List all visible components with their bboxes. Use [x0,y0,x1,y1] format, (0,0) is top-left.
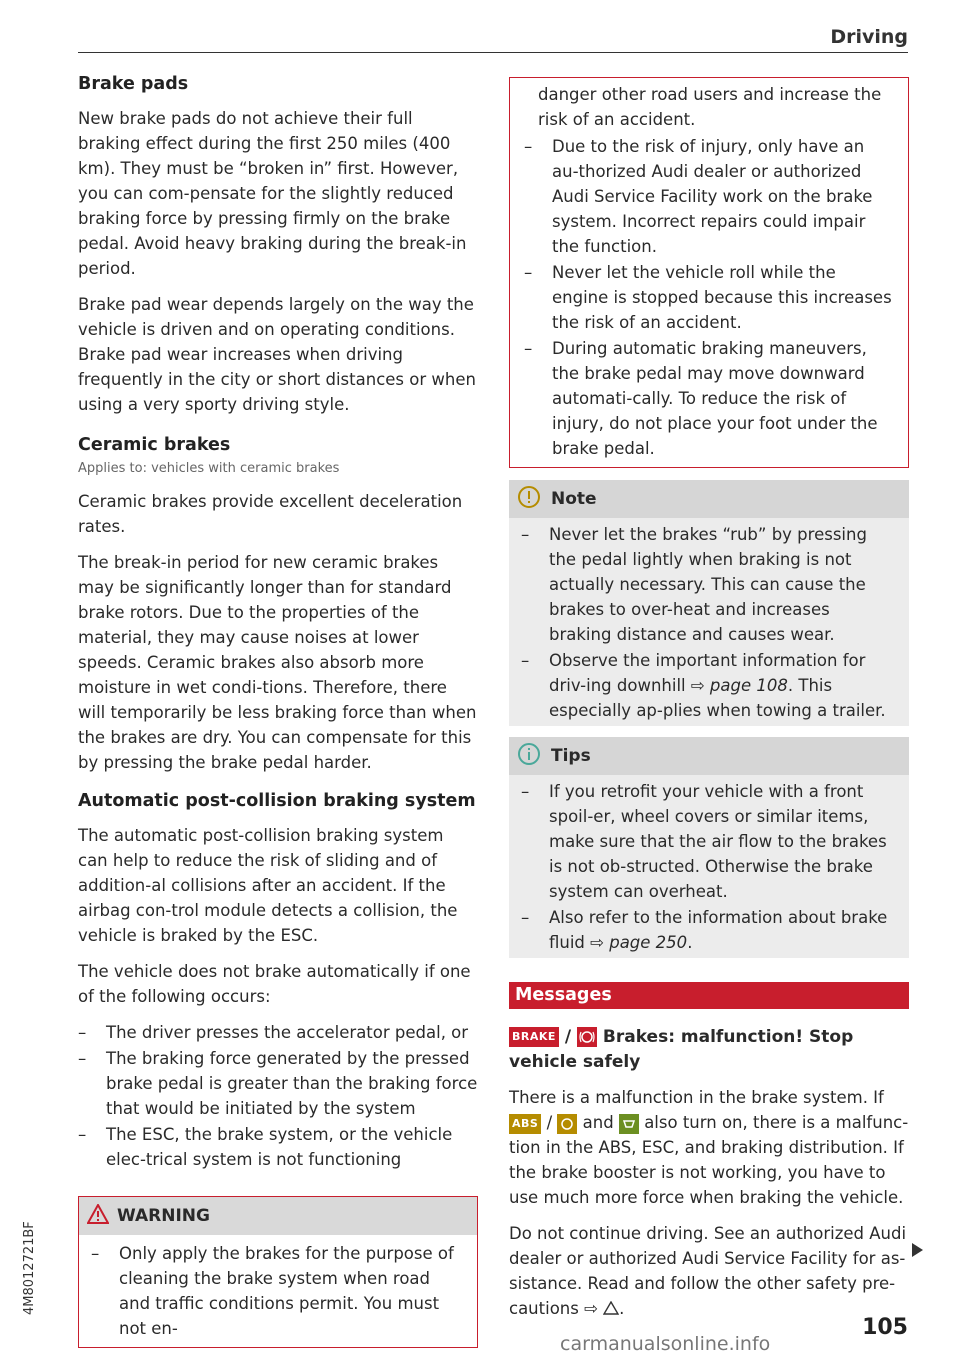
brake-pads-paragraph-1: New brake pads do not achieve their full braking effect during the first 250 miles (400 km). They must be “broken in” first. However, you can com-pensate for the slightly reduced braking force by pressing firmly on the brake pedal. Avoid heavy braking during the break-in period. [78,109,467,278]
post-collision-heading: Automatic post-collision braking system [78,791,476,811]
list-item: – Never let the vehicle roll while the engine is stopped because this increases the risk of an accident. [524,260,894,335]
note-body [509,518,909,726]
note-box [509,480,909,726]
note-header [509,480,909,518]
title-separator: / [564,1027,572,1047]
header-divider [78,52,908,53]
warning-continuation-list [524,134,894,461]
post-collision-paragraph-1: The automatic post-collision braking system can help to reduce the risk of sliding and of addition-al collisions after an accident. If the airbag con-trol module detects a collision, the vehicle is braked by the ESC. [78,826,458,945]
post-collision-list [78,1020,478,1172]
page-number: 105 [862,1315,908,1340]
warning-box [78,1196,478,1348]
tips-title: Tips [551,746,591,766]
info-circle-icon [517,742,541,771]
tips-list [521,779,897,955]
page-header-title: Driving [830,26,908,48]
brake-malfunction-paragraph-1 [509,1085,909,1210]
warning-reference-link[interactable] [584,1299,619,1318]
note-item-2-text: Observe the important information for driv-ing downhill [549,651,866,695]
title-text: Brakes: malfunction! Stop vehicle safely [509,1027,854,1072]
watermark: carmanualsonline.info [560,1333,771,1355]
para-and: and [582,1113,614,1132]
warning-title: WARNING [117,1206,210,1226]
tips-box [509,737,909,958]
warning-continuation-lead: danger other road users and increase the risk of an accident. [538,85,882,129]
post-collision-paragraph-2: The vehicle does not brake automatically if one of the following occurs: [78,962,471,1006]
note-item-2-tail: . This especially ap-plies when towing a trailer. [549,676,886,720]
list-item [521,905,897,955]
list-item: – The driver presses the accelerator pedal, or [78,1020,478,1045]
warning-body [79,1235,477,1347]
para-text-a: There is a malfunction in the brake system. If [509,1088,884,1107]
left-column [78,72,478,1348]
warning-triangle-icon [87,1204,109,1229]
warning-header [79,1197,477,1235]
list-item: – Due to the risk of injury, only have an au-thorized Audi dealer or authorized Audi Service Facility work on the brake system. Incorrect repairs could impair the function. [524,134,894,259]
para-text-b: also turn on, there is a malfunc-tion in the ABS, ESC, and braking distribution. If the brake booster is not working, you have to use much more force when braking the vehicle. [509,1113,909,1207]
ceramic-brakes-heading: Ceramic brakes [78,435,231,455]
para-2-tail: . [619,1299,625,1318]
brake-pads-paragraph-2: Brake pad wear depends largely on the way the vehicle is driven and on operating conditions. Brake pad wear increases when driving frequently in the city or short distances or when using a very sporty driving style. [78,295,476,414]
continue-arrow-icon [912,1243,923,1257]
list-item: – During automatic braking maneuvers, the brake pedal may move downward automati-cally. To reduce the risk of injury, do not place your foot under the brake pedal. [524,336,894,461]
note-title: Note [551,489,597,509]
list-item [521,648,897,723]
brake-malfunction-paragraph-2 [509,1221,909,1321]
list-item: – Only apply the brakes for the purpose of cleaning the brake system when road and traffic conditions permit. You must not en- [91,1241,465,1341]
list-item: – The braking force generated by the pressed brake pedal is greater than the braking force that would be initiated by the system [78,1046,478,1121]
icon-separator: / [546,1113,553,1132]
brake-circle-icon [577,1027,597,1047]
ceramic-paragraph-1: Ceramic brakes provide excellent deceleration rates. [78,492,463,536]
para-2-text: Do not continue driving. See an authorized Audi dealer or authorized Audi Service Facility for as-sistance. Read and follow the other safety pre-cautions [509,1224,907,1318]
ceramic-applies-note: Applies to: vehicles with ceramic brakes [78,461,340,476]
tips-item-2-tail: . [687,933,693,952]
tips-body [509,775,909,958]
document-code: 4M8012721BF [22,1221,37,1315]
ceramic-paragraph-2: The break-in period for new ceramic brakes may be significantly longer than for standard brake rotors. Due to the properties of the material, they may cause noises at lower speeds. Ceramic brakes also absorb more moisture in wet condi-tions. Therefore, there will temporarily be less braking force than when the brakes are dry. You can compensate for this by pressing the brake pedal harder. [78,553,477,772]
braking-distribution-icon [619,1114,639,1134]
warning-list [91,1241,465,1341]
brake-pads-heading: Brake pads [78,74,189,94]
right-column [509,77,909,1332]
page-250-link[interactable]: ⇨ page 250 [590,933,688,952]
page-108-link[interactable]: ⇨ page 108 [690,676,788,695]
note-list [521,522,897,723]
warning-continuation-box [509,77,909,468]
exclamation-circle-icon [517,485,541,514]
brake-warning-icon: BRAKE [509,1027,559,1047]
messages-section-bar: Messages [509,982,909,1009]
list-item: – The ESC, the brake system, or the vehicle elec-trical system is not functioning [78,1122,478,1172]
esc-warning-icon [557,1114,577,1134]
arrow-ref: ⇨ [584,1299,598,1318]
abs-warning-icon: ABS [509,1114,541,1134]
tips-header [509,737,909,775]
tips-item-2-text: Also refer to the information about brake fluid [549,908,888,952]
brake-malfunction-title [509,1025,909,1075]
warning-triangle-icon [603,1301,619,1315]
list-item: – Never let the brakes “rub” by pressing the pedal lightly when braking is not actually necessary. This can cause the brakes to over-heat and increases braking distance and causes wear. [521,522,897,647]
list-item: – If you retrofit your vehicle with a front spoil-er, wheel covers or similar items, make sure that the air flow to the brakes is not ob-structed. Otherwise the brake system can overheat. [521,779,897,904]
